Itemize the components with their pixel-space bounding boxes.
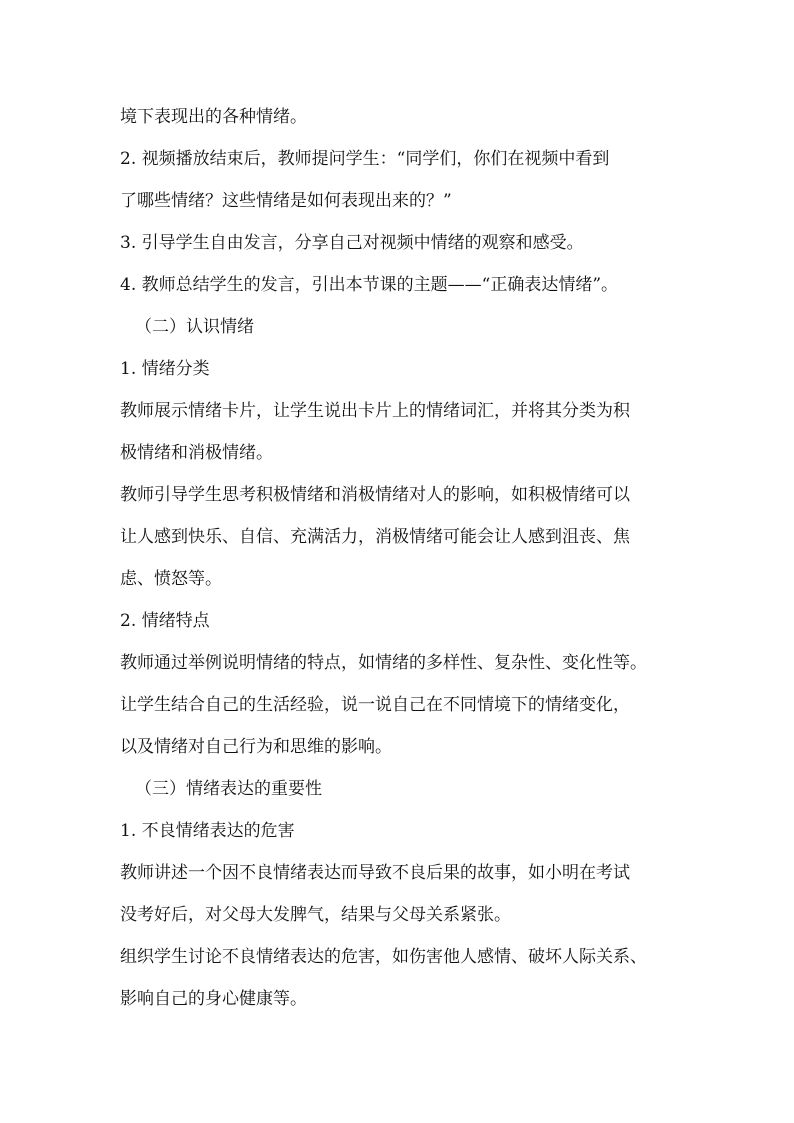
- list-item-4: 4. 教师总结学生的发言，引出本节课的主题——“正确表达情绪”。: [120, 275, 619, 295]
- text-line: 虑、愤怒等。: [120, 569, 222, 589]
- text-line: 教师展示情绪卡片，让学生说出卡片上的情绪词汇，并将其分类为积: [120, 401, 630, 421]
- section-heading-2: （二）认识情绪: [135, 317, 254, 337]
- subheading-emotion-classification: 1. 情绪分类: [120, 359, 210, 379]
- subheading-bad-expression-harm: 1. 不良情绪表达的危害: [120, 821, 295, 841]
- section-heading-3: （三）情绪表达的重要性: [135, 779, 322, 799]
- text-line: 组织学生讨论不良情绪表达的危害，如伤害他人感情、破坏人际关系、: [120, 947, 647, 967]
- subheading-emotion-characteristics: 2. 情绪特点: [120, 611, 210, 631]
- text-line: 影响自己的身心健康等。: [120, 989, 307, 1009]
- text-line: 教师讲述一个因不良情绪表达而导致不良后果的故事，如小明在考试: [120, 863, 630, 883]
- text-line: 以及情绪对自己行为和思维的影响。: [120, 737, 392, 757]
- text-line: 没考好后，对父母大发脾气，结果与父母关系紧张。: [120, 905, 511, 925]
- text-line: 了哪些情绪？这些情绪是如何表现出来的？”: [120, 191, 452, 211]
- text-line: 教师引导学生思考积极情绪和消极情绪对人的影响，如积极情绪可以: [120, 485, 630, 505]
- list-item-3: 3. 引导学生自由发言，分享自己对视频中情绪的观察和感受。: [120, 233, 584, 253]
- text-line: 极情绪和消极情绪。: [120, 443, 273, 463]
- text-line: 境下表现出的各种情绪。: [120, 107, 307, 127]
- text-line: 让人感到快乐、自信、充满活力，消极情绪可能会让人感到沮丧、焦: [120, 527, 630, 547]
- list-item-2: 2. 视频播放结束后，教师提问学生：“同学们，你们在视频中看到: [120, 149, 610, 169]
- text-line: 教师通过举例说明情绪的特点，如情绪的多样性、复杂性、变化性等。: [120, 653, 647, 673]
- text-line: 让学生结合自己的生活经验，说一说自己在不同情境下的情绪变化，: [120, 695, 630, 715]
